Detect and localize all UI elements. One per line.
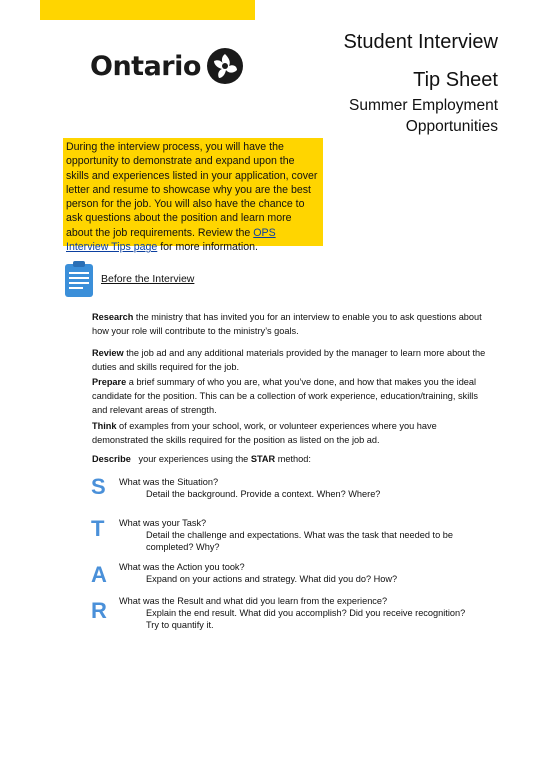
page-subtitle-line2: Opportunities xyxy=(405,118,498,135)
ontario-trillium-icon xyxy=(207,48,243,84)
tip-text: a brief summary of who you are, what you’ve done, and how that makes you the ideal candidate for the position. This can be a collection of work experience, education/training, skills and relevant areas of strength. xyxy=(92,377,478,416)
ontario-logo xyxy=(90,48,243,84)
tip-text: of examples from your school, work, or volunteer experiences where you have demonstrated the skills required for the position as listed on the job ad. xyxy=(92,421,437,446)
star-method-keyword: STAR xyxy=(250,454,276,464)
page-title-line2: Tip Sheet xyxy=(413,69,498,91)
star-letter-s: S xyxy=(91,474,106,499)
tip-keyword: Prepare xyxy=(92,377,127,387)
star-detail-task: Detail the challenge and expectations. What was the task that needed to be completed? Why? xyxy=(146,530,453,553)
tip-keyword: Think xyxy=(92,421,117,431)
star-question-action: What was the Action you took? xyxy=(119,562,245,572)
star-question-result: What was the Result and what did you learn from the experience? xyxy=(119,596,388,606)
star-detail-situation: Detail the background. Provide a context. When? Where? xyxy=(146,489,381,499)
star-letter-a: A xyxy=(91,562,107,587)
section-heading: Before the Interview xyxy=(101,273,195,285)
star-letter-t: T xyxy=(91,516,105,541)
star-question-situation: What was the Situation? xyxy=(119,477,219,487)
tip-prepare xyxy=(92,375,487,418)
tip-keyword: Research xyxy=(92,312,134,322)
tip-think xyxy=(92,419,487,447)
callout-text: During the interview process, you will have the opportunity to demonstrate and expand upon the skills and experiences listed in your application, cover letter and resume to showcase why you are the best person for the job. You will also have the chance to ask questions about the position and learn more about the job requirements. Review the xyxy=(66,141,318,239)
top-accent-bar xyxy=(40,0,255,20)
tip-research xyxy=(92,310,487,338)
describe-line xyxy=(92,452,487,466)
callout-after-text: for more information. xyxy=(157,241,258,254)
describe-keyword: Describe xyxy=(92,454,131,464)
clipboard-icon xyxy=(64,260,94,298)
tip-text: the job ad and any additional materials provided by the manager to learn more about the duties and skills required for the job. xyxy=(92,348,486,373)
ops-interview-tips-link[interactable]: OPS Interview Tips page xyxy=(66,226,276,254)
describe-after-text: method: xyxy=(275,454,311,464)
star-detail-action: Expand on your actions and strategy. What did you do? How? xyxy=(146,574,398,584)
tip-keyword: Review xyxy=(92,348,124,358)
page-title-line1: Student Interview xyxy=(343,31,498,53)
star-letter-r: R xyxy=(91,598,107,623)
tip-review xyxy=(92,346,487,374)
intro-callout xyxy=(63,138,323,254)
star-detail-result: Explain the end result. What did you accomplish? Did you receive recognition? Try to quantify it. xyxy=(146,608,466,631)
star-question-task: What was your Task? xyxy=(119,518,207,528)
logo-wordmark: Ontario xyxy=(90,50,201,82)
tip-text: the ministry that has invited you for an interview to enable you to ask questions about how your role will contribute to the ministry’s goals. xyxy=(92,312,482,337)
page-subtitle-line1: Summer Employment xyxy=(348,97,498,114)
describe-text: your experiences using the xyxy=(130,454,251,464)
